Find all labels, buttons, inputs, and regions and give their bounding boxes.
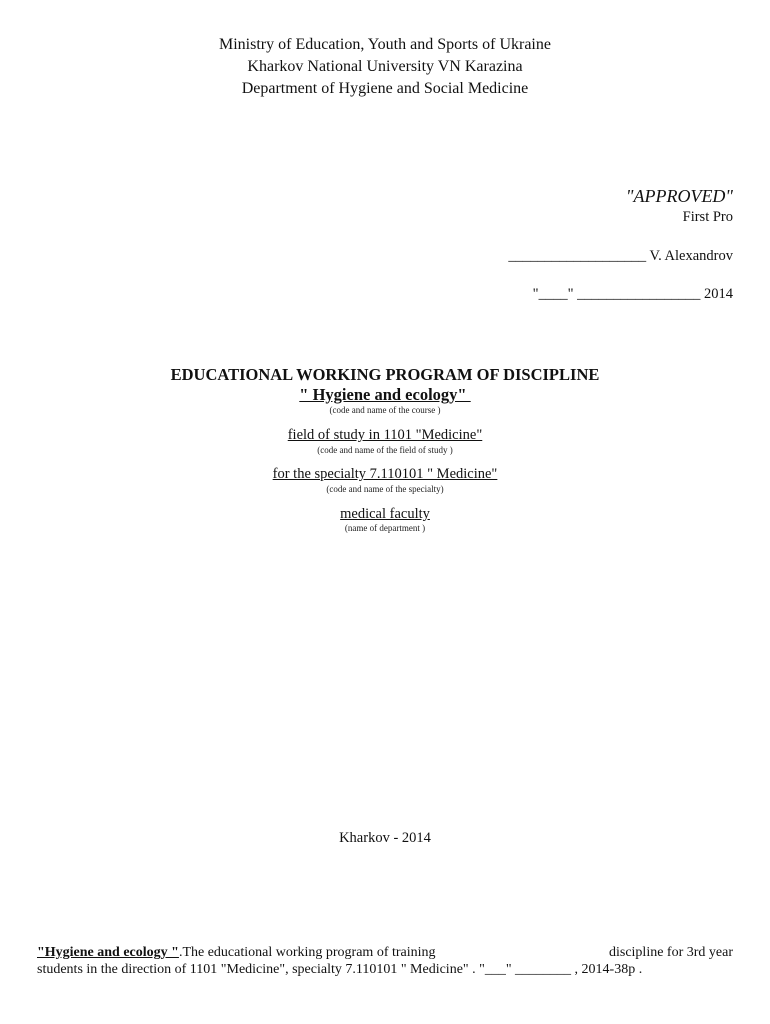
footer-paragraph: [37, 944, 733, 978]
university-line: Kharkov National University VN Karazina: [247, 58, 523, 75]
approval-date-line: "____" _________________ 2014: [532, 286, 733, 302]
specialty: for the specialty 7.110101 " Medicine": [272, 466, 498, 482]
department-line: Department of Hygiene and Social Medicine: [241, 80, 529, 97]
field-of-study: field of study in 1101 "Medicine": [287, 427, 483, 443]
footer-course-name: "Hygiene and ecology ": [37, 945, 179, 960]
footer-text-1: .The educational working program of training: [178, 945, 436, 960]
course-name-wrapper: [0, 385, 770, 405]
program-title: EDUCATIONAL WORKING PROGRAM OF DISCIPLINE: [170, 365, 600, 384]
place-year: Kharkov - 2014: [339, 830, 431, 846]
specialty-caption: (code and name of the specialty): [326, 484, 444, 494]
ministry-line: Ministry of Education, Youth and Sports of Ukraine: [219, 36, 551, 53]
footer-line-2: students in the direction of 1101 "Medicine", specialty 7.110101 " Medicine" . "___" ________ , 2014-38p .: [37, 962, 643, 977]
department-name: medical faculty: [340, 506, 430, 522]
course-name: " Hygiene and ecology": [299, 385, 471, 404]
footer-text-2: discipline for 3rd year: [608, 945, 733, 960]
footer-line-1-left: [37, 944, 436, 961]
course-caption: (code and name of the course ): [329, 405, 441, 415]
department-caption: (name of department ): [344, 523, 426, 533]
footer-line-1: [37, 944, 733, 961]
field-caption: (code and name of the field of study ): [317, 445, 453, 455]
approved-label: "APPROVED": [625, 186, 733, 206]
approver-position: First Pro: [682, 209, 733, 225]
signature-line: ___________________ V. Alexandrov: [508, 248, 733, 264]
